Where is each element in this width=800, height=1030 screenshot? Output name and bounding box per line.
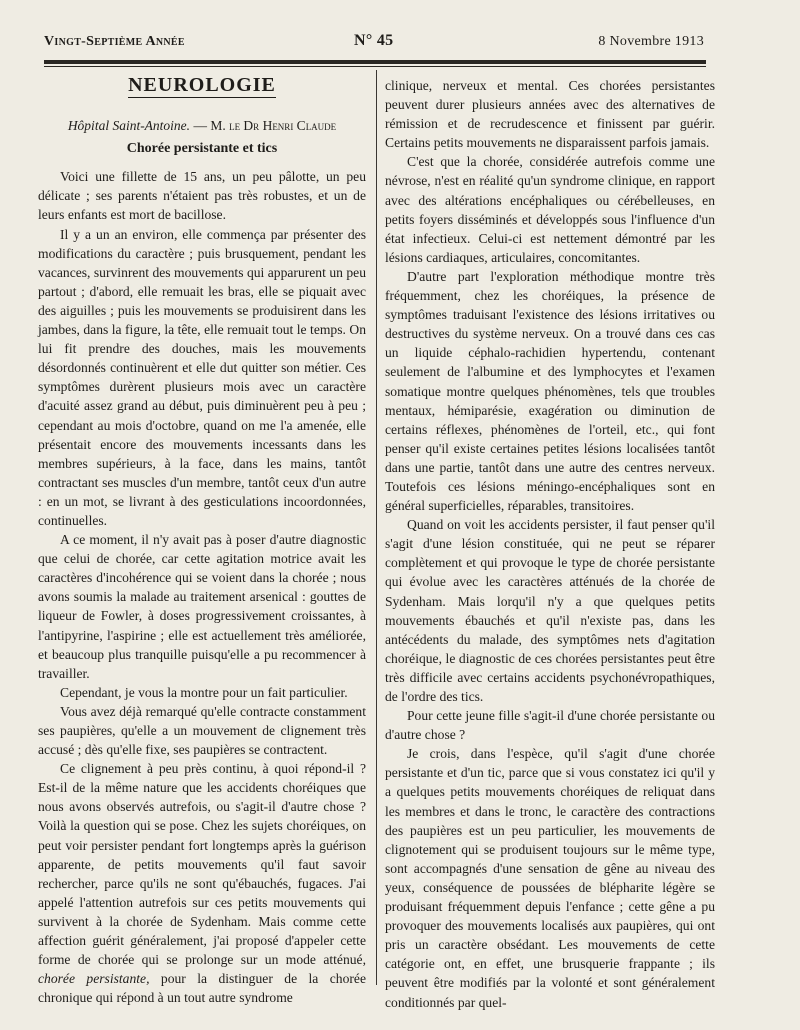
paragraph: C'est que la chorée, considérée autrefois comme une névrose, n'est en réalité qu'un syndrome clinique, en rapport avec des altérations encéphaliques ou cérébelleuses, en petits foyers disséminés et développés sous l'influence d'un état infectieux. Celui-ci est nettement démontré par les lésions cardiaques, articulaires, concomitantes. bbox=[385, 154, 715, 265]
paragraph: Cependant, je vous la montre pour un fait particulier. bbox=[60, 684, 348, 700]
paragraph: D'autre part l'exploration méthodique montre très fréquemment, chez les choréiques, la présence de symptômes traduisant l'existence des lésions irritatives ou destructives du système nerveux. On a trouvé dans ces cas un liquide céphalo-rachidien hypertendu, contenant seulement de l'albumine et des lymphocytes et l'examen somatique montre quelques phénomènes, tels que troubles mentaux, hémiparésie, exagération ou diminution de certains réflexes, phénomènes de l'orteil, etc., qui font penser qu'il existe certaines petites lésions localisées tantôt dans une partie, tantôt dans une autre des centres nerveux. Toutefois ces lésions méningo-encéphaliques sont en général superficielles, réparables, transitoires. bbox=[385, 268, 715, 514]
issue-date: 8 Novembre 1913 bbox=[598, 34, 704, 49]
paragraph bbox=[38, 759, 366, 1007]
edition-label: Vingt-Septième Année bbox=[44, 34, 185, 49]
paragraph-continued: clinique, nerveux et mental. Ces chorées persistantes peuvent durer plusieurs années avec des alternatives de rémission et de recrudescence et finissent par guérir. Certains petits mouvements ne disparaissent parfois jamais. bbox=[385, 78, 715, 151]
paragraph: Vous avez déjà remarqué qu'elle contracte constamment ses paupières, qu'elle a un mouvement de clignement très accusé ; dès qu'elle fixe, ses paupières se contractent. bbox=[38, 703, 366, 758]
right-column bbox=[385, 76, 715, 1012]
page-header bbox=[44, 34, 704, 54]
paragraph-text: Ce clignement à peu près continu, à quoi répond-il ? Est-il de la même nature que les accidents choréiques que nous avons observés autrefois, ou s'agit-il d'autre chose ? Voilà la question qui se pose. Chez les sujets choréiques, on peut voir persister pendant fort longtemps après la guérison apparente, de petits mouvements qu'il faut savoir rechercher, parce qu'ils ne sont qu'ébauchés, fugaces. J'ai appelé l'attention autrefois sur ces petits mouvements qui survivent à la chorée de Sydenham. Mais comme cette affection guérit généralement, j'ai proposé d'appeler cette forme de chorée qui se prolonge sur un mode atténué, bbox=[38, 761, 366, 968]
column-divider bbox=[376, 70, 377, 985]
header-rule-thin bbox=[44, 66, 706, 67]
section-title: NEUROLOGIE bbox=[128, 74, 276, 96]
byline bbox=[38, 116, 366, 135]
paragraph: Quand on voit les accidents persister, il faut penser qu'il s'agit d'une lésion constituée, qui ne peut se réparer complètement et qui provoque le type de chorée persistante qui évolue avec les caractères atténués de la chorée de Sydenham. Mais lorqu'il n'y a que quelques petits mouvements ébauchés et qu'il n'existe pas, dans les antécédents du malade, des symptômes nets d'agitation choréique, le diagnostic de ces chorées persistantes peut être très difficile avec certains accidents psychonévropathiques, de l'ordre des tics. bbox=[385, 517, 715, 704]
emphasized-term: chorée persistante, bbox=[38, 971, 150, 987]
hospital-name: Hôpital Saint-Antoine. bbox=[67, 118, 191, 134]
article-title: Chorée persistante et tics bbox=[126, 141, 278, 157]
paragraph: Il y a un an environ, elle commença par présenter des modifications du caractère ; puis brusquement, pendant les vacances, survinrent des mouvements qui apparurent un peu partout ; d'abord, elle remuait les bras, elle se piquait avec des aiguilles ; puis les mouvements se produisirent dans les jambes, dans la figure, la tête, elle remuait tout le temps. On lui fit prendre des douches, mais les mouvements désordonnés continuèrent et elle dut quitter son métier. Ces symptômes durèrent plusieurs mois avec un caractère d'acuité assez grand au début, puis diminuèrent peu à peu ; cependant au mois d'octobre, quand on me l'a amenée, elle présentait encore des mouvements incessants dans les membres supérieurs, à la face, dans les mains, tantôt contractant ses muscles d'un membre, tantôt ceux d'un autre : en un mot, se livrant à des gesticulations incoordonnées, continuelles. bbox=[38, 226, 366, 528]
header-rule-thick bbox=[44, 60, 706, 64]
paragraph: Voici une fillette de 15 ans, un peu pâlotte, un peu délicate ; ses parents n'étaient pas très robustes, et un de leurs enfants est mort de bacillose. bbox=[38, 169, 366, 223]
paragraph-tail: pour la distinguer de la chorée chronique qui répond à un tout autre syndrome bbox=[38, 971, 366, 1006]
left-column bbox=[38, 76, 366, 1007]
paragraph: A ce moment, il n'y avait pas à poser d'autre diagnostic que celui de chorée, car cette agitation motrice avait les caractères d'incohérence qui se voient dans la chorée ; nous avons soumis la malade au traitement arsenical : gouttes de liqueur de Fowler, à doses progressivement croissantes, à l'antipyrine, l'aspirine ; elle est actuellement très améliorée, et beaucoup plus tranquille puisqu'elle a pu recommencer à travailler. bbox=[38, 532, 366, 681]
paragraph: Je crois, dans l'espèce, qu'il s'agit d'une chorée persistante et d'un tic, parce que si vous constatez ici qu'il y a quelques petits mouvements choréiques de reliquat dans les membres et dans le tronc, le caractère des contractions des paupières est un peu particulier, les mouvements de clignotement qui se produisent toujours sur le même type, sont accompagnés d'une sensation de gêne au niveau des yeux, conséquence de poussées de blépharite légère se produisant fréquemment depuis l'enfance ; cette gêne a pu provoquer des mouvements localisés aux paupières, qui ont pris un caractère obsédant. Les mouvements de cette catégorie ont, en effet, une brusquerie frappante ; ils peuvent être modifiés par la volonté et sont généralement conditionnés par quel- bbox=[385, 746, 715, 1010]
issue-number: N° 45 bbox=[354, 32, 394, 49]
paragraph: Pour cette jeune fille s'agit-il d'une chorée persistante ou d'autre chose ? bbox=[385, 708, 715, 743]
author-name: — M. le Dr Henri Claude bbox=[193, 118, 337, 134]
